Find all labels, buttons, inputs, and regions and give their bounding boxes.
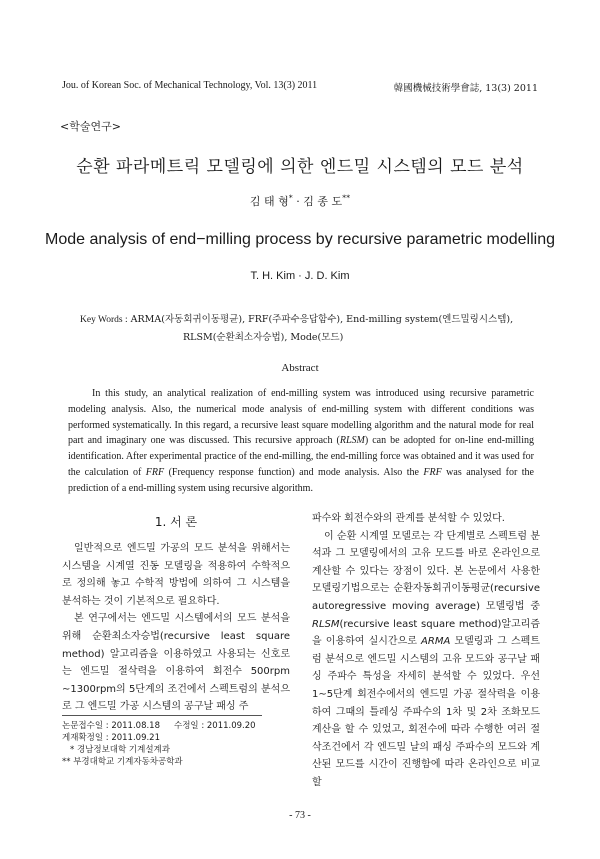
abstract-rlsm: RLSM [339, 435, 365, 447]
abstract-frf-1: FRF [145, 466, 165, 478]
right-column [312, 510, 540, 792]
journal-header-left: Jou. of Korean Soc. of Mechanical Technology, Vol. 13(3) 2011 [62, 80, 318, 91]
korean-title: 순환 파라메트릭 모델링에 의한 엔드밀 시스템의 모드 분석 [76, 157, 524, 177]
intro-paragraph-1: 일반적으로 엔드밀 가공의 모드 분석을 위해서는 시스템을 시계열 진동 모델링을 적용하여 수학적으로 정의해 놓고 수학적 방법에 의하여 그 시스템을 분석하는 것이 기본적으로 필요하다. [62, 543, 290, 607]
intro-paragraph-2: 본 연구에서는 엔드밀 시스템에서의 모드 분석을 위해 순환최소자승법(recursive least square method) 알고리즘을 이용하였고 사용되는 신호로는 엔드밀 절삭력을 이용하여 회전수 500rpm ∼1300rpm의 5단계의 조건에서 스펙트럼의 분석으로 그 엔드밀 가공 시스템의 공구날 패싱 주 [62, 613, 290, 713]
journal-header-right: 韓國機械技術學會誌, 13(3) 2011 [393, 83, 538, 94]
right-continuation: 파수와 회전수와의 관계를 분석할 수 있었다. [312, 513, 505, 524]
author-separator: · [292, 195, 304, 208]
keywords [80, 311, 550, 346]
author-1-mark: * [288, 193, 293, 203]
article-category: <학술연구> [60, 120, 121, 133]
right-text-c: 모델링과 그 스펙트럼 분석으로 엔드밀 시스템의 고유 모드와 공구날 패싱 주파수 특성을 자세히 분석할 수 있었다. 우선 1∼5단계 회전수에서의 엔드밀 가공 절삭력을 이용하여 그때의 틀레싱 주파수의 1차 및 2차 조화모드 계산을 할 수 있었고, 회전수에 따라 수행한 여러 절삭조건에서 각 엔드밀 날의 패싱 주파수의 모드와 계산된 모드를 시간이 진행함에 따라 온라인으로 비교할 [312, 636, 540, 788]
abstract-body [68, 386, 534, 497]
abstract-text-3: ) can be adopted for on-line end-milling identification. After experimental practice of the end-milling, the end-milling force was obtained and it was used for the calculation of [68, 435, 534, 478]
section-1-title: 1. 서 론 [154, 515, 198, 529]
abstract-text-1: In this study, an analytical realization of end-milling system was introduced using recursive parametric modeling analysis. Also, the numerical mode analysis of end-milling system with different conditions was performed systematically. In this regard, a recursive least square modelling algorithm and the natural mode for real part and imaginary one was discussed. [68, 388, 534, 447]
author-2-mark: ** [342, 193, 351, 203]
abstract-frf-2: FRF [423, 466, 442, 478]
footnote-divider [62, 715, 262, 716]
author-1: 김 태 형 [249, 195, 289, 208]
abstract-heading: Abstract [281, 362, 319, 374]
english-authors: T. H. Kim · J. D. Kim [250, 270, 350, 282]
page-number: - 73 - [289, 810, 311, 821]
abstract-text-2: This recursive approach ( [229, 435, 340, 447]
korean-authors [0, 193, 600, 209]
keywords-label: Key Words : [80, 315, 128, 325]
received-date: 논문접수일 : 2011.08.18 [62, 721, 160, 731]
right-arma: ARMA [421, 636, 451, 648]
accepted-date: 게재확정일 : 2011.09.21 [62, 733, 160, 743]
abstract-text-4: (Frequency response function) and mode analysis. Also the [164, 466, 424, 478]
english-title: Mode analysis of end−milling process by recursive parametric modelling [44, 231, 555, 248]
footnotes [62, 720, 270, 768]
right-text-b: (recursive least square method)알고리즘을 이용하여 실시간으로 [312, 618, 540, 648]
right-rlsm: RLSM [312, 618, 340, 630]
left-column [62, 540, 290, 716]
revised-date: 수정일 : 2011.09.20 [174, 721, 256, 731]
right-paragraph [312, 528, 540, 792]
affiliation-2: ** 부경대학교 기계자동차공학과 [62, 757, 183, 767]
right-text-a: 이 순환 시계열 모델로는 각 단계별로 스펙트럼 분석과 그 모델링에서의 고유 모드를 바로 온라인으로 계산할 수 있다는 장점이 있다. 본 논문에서 사용한 모델링기법으로는 순환자동회귀이동평균(recursive autoregressive moving average) 모델링법 중 [312, 530, 540, 612]
keywords-line-1: ARMA(자동회귀이동평균), FRF(주파수응답함수), End-milling system(엔드밀링시스템), [130, 314, 514, 325]
affiliation-1: * 경남정보대학 기계설계과 [70, 745, 170, 755]
keywords-line-2: RLSM(순환최소자승법), Mode(모드) [183, 332, 344, 343]
author-2: 김 종 도 [303, 195, 343, 208]
abstract-text-5: was analysed for the prediction of a end-milling system using recursive algorithm. [68, 466, 534, 494]
